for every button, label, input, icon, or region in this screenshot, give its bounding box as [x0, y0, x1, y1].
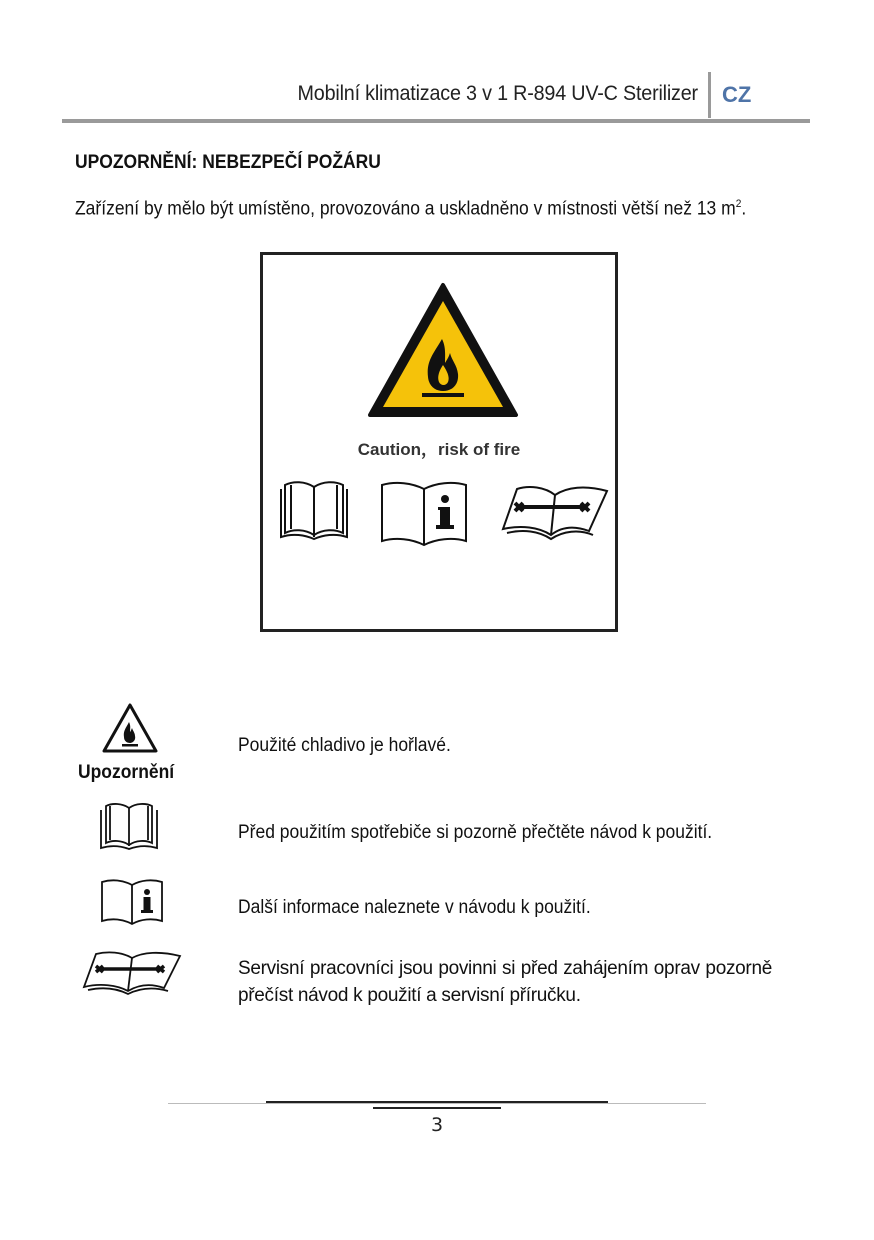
intro-paragraph: [75, 198, 746, 220]
info-manual-icon: [378, 477, 470, 547]
caution-caption: Caution，risk of fire: [357, 440, 521, 459]
service-manual-icon: [80, 948, 184, 996]
header-separator: [708, 72, 711, 118]
section-heading: UPOZORNĚNÍ: NEBEZPEČÍ POŽÁRU: [75, 152, 381, 173]
footer-rule: [266, 1101, 608, 1103]
fire-warning-icon: [366, 281, 520, 421]
info-manual-icon: [99, 876, 165, 926]
header-rule: [62, 119, 810, 123]
document-header-title: Mobilní klimatizace 3 v 1 R-894 UV-C Sterilizer: [297, 82, 698, 105]
intro-period: .: [741, 198, 747, 220]
intro-text: Zařízení by mělo být umístěno, provozováno a uskladněno v místnosti větší než 13 m: [75, 198, 736, 220]
symbol-description: Použité chladivo je hořlavé.: [238, 735, 451, 756]
symbol-description: Další informace naleznete v návodu k použití.: [238, 897, 591, 918]
footer-rule: [373, 1107, 501, 1109]
language-code: CZ: [722, 82, 752, 107]
symbol-description: Servisní pracovníci jsou povinni si před zahájením oprav pozorně přečíst návod k použití a servisní příručku.: [238, 958, 772, 1006]
service-manual-icon: [499, 481, 611, 541]
warning-symbol-label: Upozornění: [78, 762, 175, 783]
operator-manual-icon: [277, 477, 351, 543]
page-number: 3: [430, 1114, 444, 1136]
footer-rule: [168, 1103, 706, 1104]
fire-caution-label: [260, 252, 618, 632]
intro-superscript: 2: [735, 198, 742, 210]
operator-manual-icon: [98, 800, 160, 852]
fire-warning-icon: [101, 702, 159, 754]
symbol-description: Před použitím spotřebiče si pozorně přečtěte návod k použití.: [238, 822, 713, 843]
